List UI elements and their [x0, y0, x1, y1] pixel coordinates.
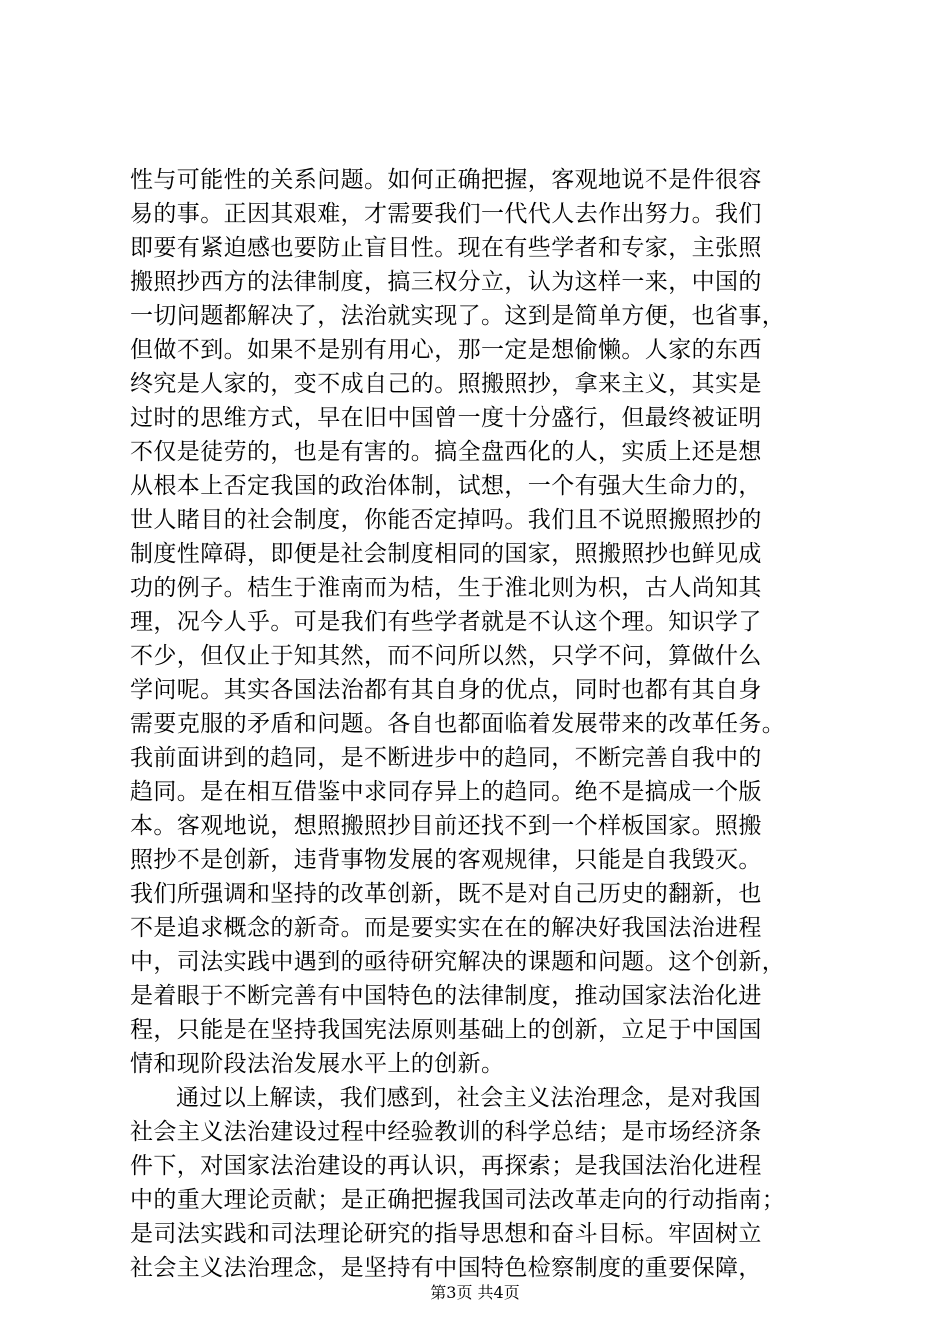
text-line: 过时的思维方式，早在旧中国曾一度十分盛行，但最终被证明	[130, 405, 762, 431]
text-line: 一切问题都解决了，法治就实现了。这到是简单方便，也省事，	[130, 303, 786, 329]
text-line: 制度性障碍，即便是社会制度相同的国家，照搬照抄也鲜见成	[130, 541, 762, 567]
text-line: 中，司法实践中遇到的亟待研究解决的课题和问题。这个创新，	[130, 949, 786, 975]
text-line: 不仅是徒劳的，也是有害的。搞全盘西化的人，实质上还是想	[130, 439, 762, 465]
text-line: 我们所强调和坚持的改革创新，既不是对自己历史的翻新，也	[130, 881, 762, 907]
text-line: 搬照抄西方的法律制度，搞三权分立，认为这样一来，中国的	[130, 269, 762, 295]
text-line: 不是追求概念的新奇。而是要实实在在的解决好我国法治进程	[130, 915, 762, 941]
text-line: 从根本上否定我国的政治体制，试想，一个有强大生命力的，	[130, 473, 762, 499]
text-line: 功的例子。桔生于淮南而为桔，生于淮北则为枳，古人尚知其	[130, 575, 762, 601]
text-line: 社会主义法治建设过程中经验教训的科学总结；是市场经济条	[130, 1119, 762, 1145]
body-text	[130, 163, 830, 1285]
text-line: 需要克服的矛盾和问题。各自也都面临着发展带来的改革任务。	[130, 711, 786, 737]
text-line: 理，况今人乎。可是我们有些学者就是不认这个理。知识学了	[130, 609, 762, 635]
text-line: 趋同。是在相互借鉴中求同存异上的趋同。绝不是搞成一个版	[130, 779, 762, 805]
text-line: 件下，对国家法治建设的再认识，再探索；是我国法治化进程	[130, 1153, 762, 1179]
text-line: 性与可能性的关系问题。如何正确把握，客观地说不是件很容	[130, 167, 762, 193]
text-line: 世人睹目的社会制度，你能否定掉吗。我们且不说照搬照抄的	[130, 507, 762, 533]
text-line: 学问呢。其实各国法治都有其自身的优点，同时也都有其自身	[130, 677, 762, 703]
text-line: 通过以上解读，我们感到，社会主义法治理念，是对我国	[176, 1085, 761, 1111]
text-line: 不少，但仅止于知其然，而不问所以然，只学不问，算做什么	[130, 643, 762, 669]
text-line: 社会主义法治理念，是坚持有中国特色检察制度的重要保障，	[130, 1255, 762, 1281]
text-line: 是司法实践和司法理论研究的指导思想和奋斗目标。牢固树立	[130, 1221, 762, 1247]
text-line: 即要有紧迫感也要防止盲目性。现在有些学者和专家，主张照	[130, 235, 762, 261]
text-line: 终究是人家的，变不成自己的。照搬照抄，拿来主义，其实是	[130, 371, 762, 397]
page-footer: 第3页 共4页	[430, 1283, 520, 1302]
text-line: 照抄不是创新，违背事物发展的客观规律，只能是自我毁灭。	[130, 847, 762, 873]
text-line: 情和现阶段法治发展水平上的创新。	[130, 1051, 505, 1077]
text-line: 程，只能是在坚持我国宪法原则基础上的创新，立足于中国国	[130, 1017, 762, 1043]
text-line: 中的重大理论贡献；是正确把握我国司法改革走向的行动指南；	[130, 1187, 786, 1213]
text-line: 我前面讲到的趋同，是不断进步中的趋同，不断完善自我中的	[130, 745, 762, 771]
text-line: 本。客观地说，想照搬照抄目前还找不到一个样板国家。照搬	[130, 813, 762, 839]
text-line: 但做不到。如果不是别有用心，那一定是想偷懒。人家的东西	[130, 337, 762, 363]
text-line: 是着眼于不断完善有中国特色的法律制度，推动国家法治化进	[130, 983, 762, 1009]
text-line: 易的事。正因其艰难，才需要我们一代代人去作出努力。我们	[130, 201, 762, 227]
